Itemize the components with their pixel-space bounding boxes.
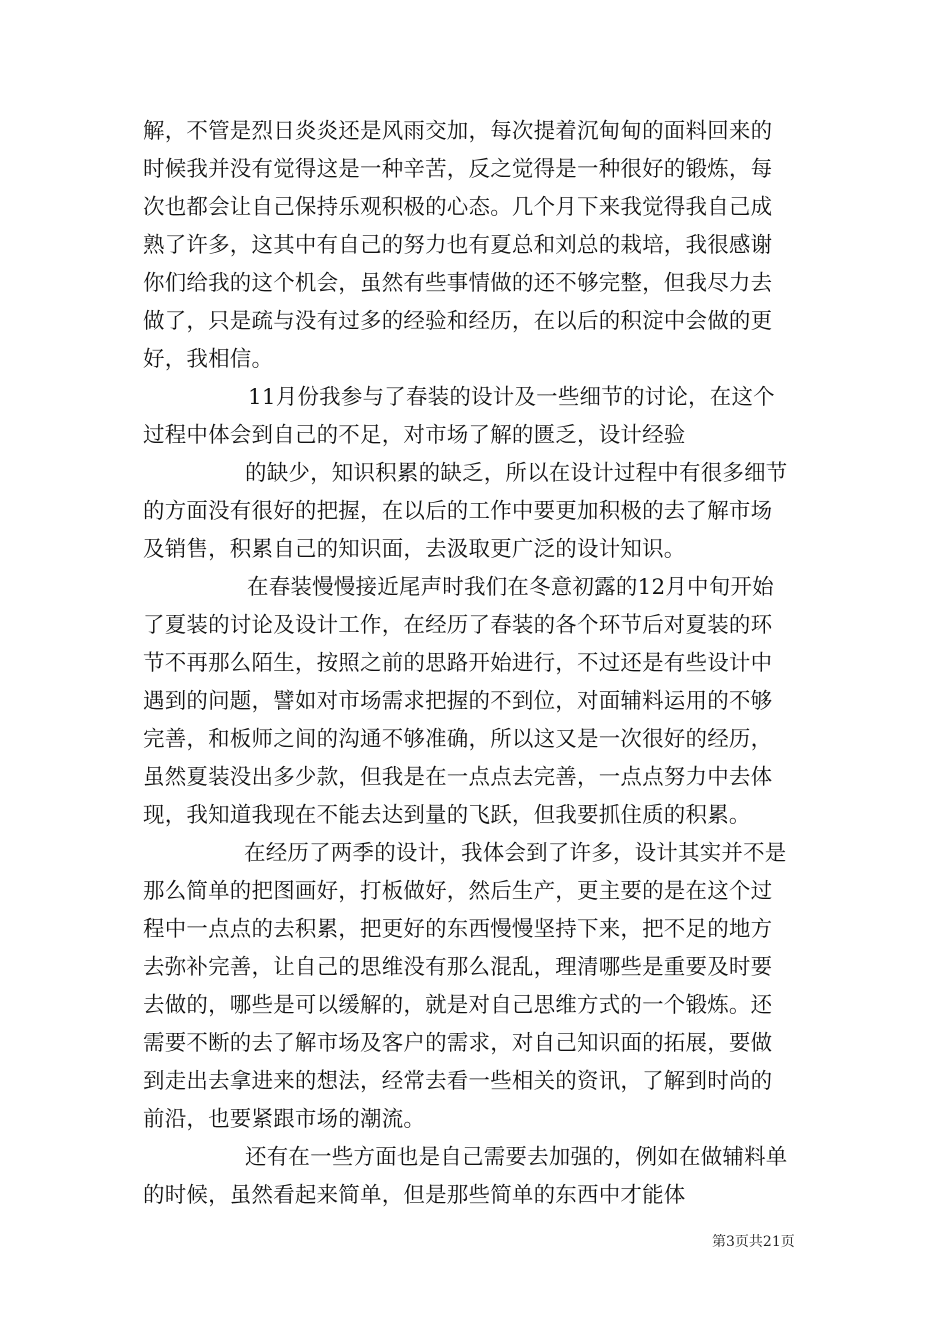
paragraph-line: 时候我并没有觉得这是一种辛苦，反之觉得是一种很好的锻炼，每 [143, 157, 773, 182]
paragraph-line: 节不再那么陌生，按照之前的思路开始进行，不过还是有些设计中 [143, 651, 773, 676]
paragraph-line: 去弥补完善，让自己的思维没有那么混乱，理清哪些是重要及时要 [143, 955, 773, 980]
paragraph-line: 程中一点点的去积累，把更好的东西慢慢坚持下来，把不足的地方 [143, 917, 773, 942]
paragraph-line: 现，我知道我现在不能去达到量的飞跃，但我要抓住质的积累。 [143, 803, 751, 828]
paragraph-line: 需要不断的去了解市场及客户的需求，对自己知识面的拓展，要做 [143, 1031, 773, 1056]
paragraph-line: 熟了许多，这其中有自己的努力也有夏总和刘总的栽培，我很感谢 [143, 233, 773, 258]
paragraph-line: 的缺少，知识积累的缺乏，所以在设计过程中有很多细节 [245, 461, 788, 486]
paragraph-line: 的时候，虽然看起来简单，但是那些简单的东西中才能体 [143, 1183, 686, 1208]
paragraph-line: 到走出去拿进来的想法，经常去看一些相关的资讯，了解到时尚的 [143, 1069, 773, 1094]
paragraph-line: 11月份我参与了春装的设计及一些细节的讨论，在这个 [248, 385, 775, 410]
paragraph-line: 你们给我的这个机会，虽然有些事情做的还不够完整，但我尽力去 [143, 271, 773, 296]
paragraph-line: 那么简单的把图画好，打板做好，然后生产，更主要的是在这个过 [143, 879, 773, 904]
paragraph-line: 还有在一些方面也是自己需要去加强的，例如在做辅料单 [245, 1145, 788, 1170]
paragraph-line: 完善，和板师之间的沟通不够准确，所以这又是一次很好的经历， [143, 727, 773, 752]
paragraph-line: 虽然夏装没出多少款，但我是在一点点去完善，一点点努力中去体 [143, 765, 773, 790]
paragraph-line: 的方面没有很好的把握，在以后的工作中要更加积极的去了解市场 [143, 499, 773, 524]
paragraph-line: 做了，只是疏与没有过多的经验和经历，在以后的积淀中会做的更 [143, 309, 773, 334]
paragraph-line: 在春装慢慢接近尾声时我们在冬意初露的12月中旬开始 [247, 575, 774, 600]
paragraph-line: 好，我相信。 [143, 347, 274, 372]
paragraph-line: 解，不管是烈日炎炎还是风雨交加，每次提着沉甸甸的面料回来的 [143, 119, 773, 144]
paragraph-line: 及销售，积累自己的知识面，去汲取更广泛的设计知识。 [143, 537, 686, 562]
paragraph-line: 前沿，也要紧跟市场的潮流。 [143, 1107, 426, 1132]
paragraph-line: 次也都会让自己保持乐观积极的心态。几个月下来我觉得我自己成 [143, 195, 773, 220]
paragraph-line: 了夏装的讨论及设计工作，在经历了春装的各个环节后对夏装的环 [143, 613, 773, 638]
paragraph-line: 去做的，哪些是可以缓解的，就是对自己思维方式的一个锻炼。还 [143, 993, 773, 1018]
page-number: 第3页共21页 [712, 1234, 795, 1250]
paragraph-line: 过程中体会到自己的不足，对市场了解的匮乏，设计经验 [143, 423, 686, 448]
paragraph-line: 在经历了两季的设计，我体会到了许多，设计其实并不是 [244, 841, 787, 866]
paragraph-line: 遇到的问题，譬如对市场需求把握的不到位，对面辅料运用的不够 [143, 689, 773, 714]
